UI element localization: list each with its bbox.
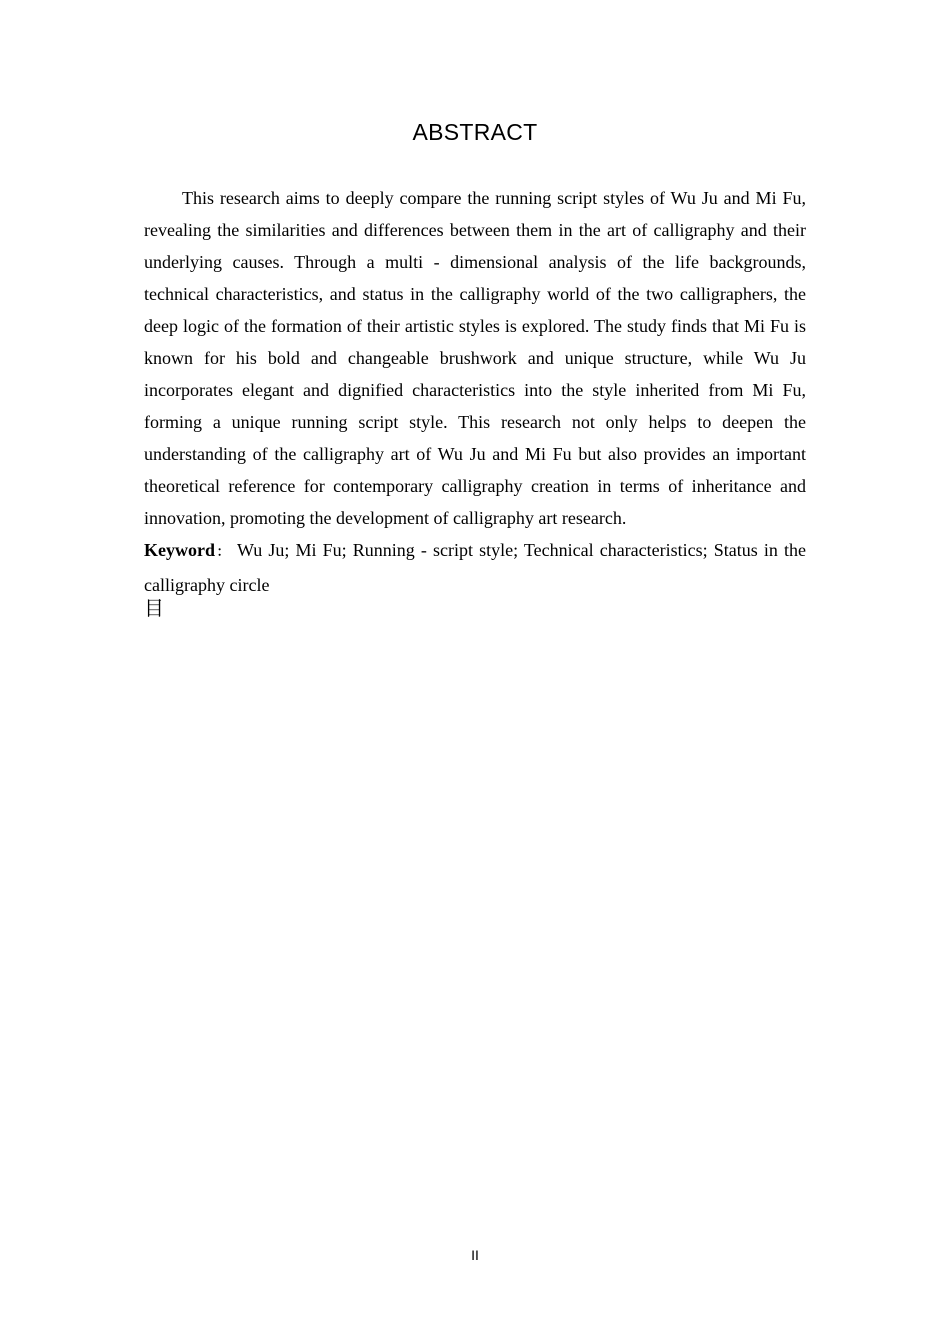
abstract-heading: ABSTRACT bbox=[412, 119, 538, 145]
page-number: II bbox=[471, 1247, 479, 1263]
keywords-line bbox=[144, 534, 806, 601]
toc-heading-fragment: 目 bbox=[144, 596, 164, 620]
abstract-body bbox=[144, 182, 806, 601]
keyword-list: Wu Ju; Mi Fu; Running - script style; Technical characteristics; Status in the calligraphy circle bbox=[144, 540, 806, 595]
keyword-separator: ： bbox=[215, 545, 232, 560]
abstract-paragraph: This research aims to deeply compare the running script styles of Wu Ju and Mi Fu, revealing the similarities and differences between them in the art of calligraphy and their underlying causes. Through a multi - dimensional analysis of the life backgrounds, technical characteristics, and status in the calligraphy world of the two calligraphers, the deep logic of the formation of their artistic styles is explored. The study finds that Mi Fu is known for his bold and changeable brushwork and unique structure, while Wu Ju incorporates elegant and dignified characteristics into the style inherited from Mi Fu, forming a unique running script style. This research not only helps to deepen the understanding of the calligraphy art of Wu Ju and Mi Fu but also provides an important theoretical reference for contemporary calligraphy creation in terms of inheritance and innovation, promoting the development of calligraphy art research. bbox=[144, 188, 806, 528]
keyword-label: Keyword bbox=[144, 540, 215, 560]
